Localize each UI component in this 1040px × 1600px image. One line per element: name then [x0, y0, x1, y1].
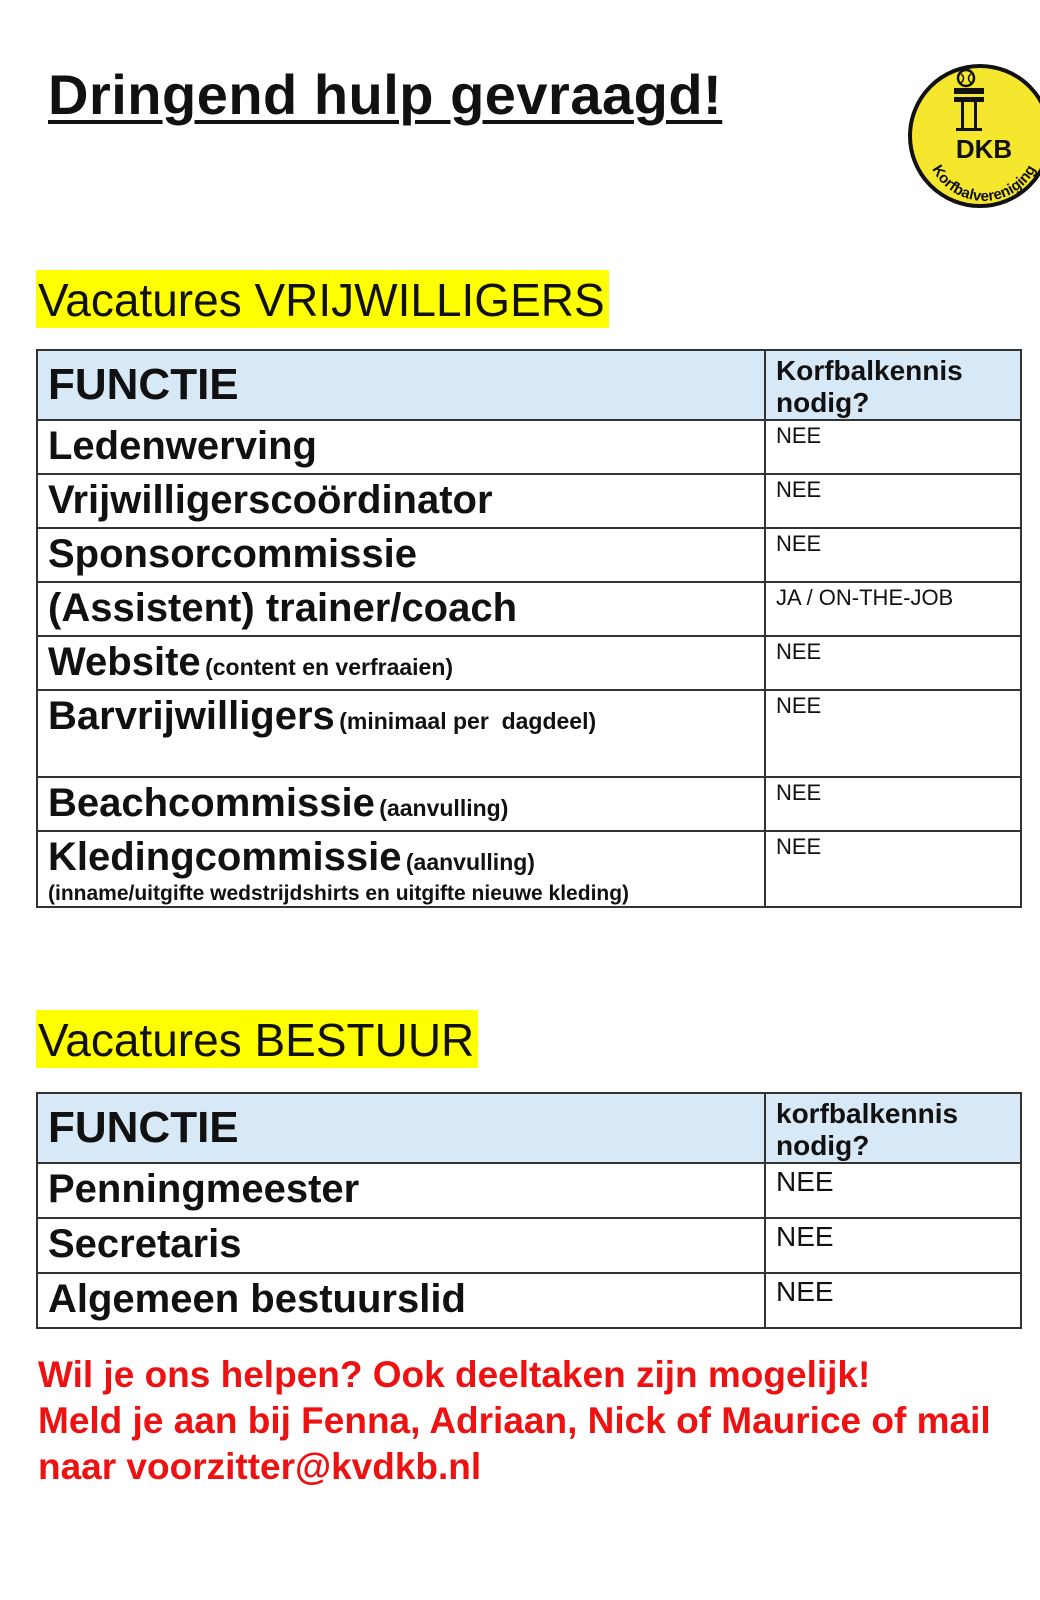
call-to-action	[38, 1352, 1038, 1490]
table-row	[37, 831, 1021, 907]
knowledge-answer: NEE	[765, 636, 1021, 690]
function-note: (minimaal per dagdeel)	[339, 708, 597, 734]
dkb-logo	[906, 62, 1040, 210]
table-row	[37, 474, 1021, 528]
table-row	[37, 420, 1021, 474]
function-name: Penningmeester	[48, 1167, 360, 1211]
table-row	[37, 636, 1021, 690]
table-header-row	[37, 1093, 1021, 1163]
function-note: (aanvulling)	[379, 795, 509, 821]
table-row	[37, 777, 1021, 831]
table-row	[37, 528, 1021, 582]
function-name: Ledenwerving	[48, 424, 317, 468]
knowledge-answer: NEE	[765, 831, 1021, 907]
knowledge-answer: NEE	[765, 1273, 1021, 1328]
table-row	[37, 1163, 1021, 1218]
footer-line: Meld je aan bij Fenna, Adriaan, Nick of Maurice of mail	[38, 1400, 991, 1441]
function-name: Beachcommissie	[48, 781, 375, 825]
board-heading: Vacatures BESTUUR	[36, 1010, 478, 1068]
footer-line: Wil je ons helpen? Ook deeltaken zijn mogelijk!	[38, 1354, 871, 1395]
board-table	[36, 1092, 1022, 1329]
function-name: Website	[48, 640, 201, 684]
function-note: (aanvulling)	[405, 849, 535, 875]
knowledge-answer: NEE	[765, 1163, 1021, 1218]
knowledge-answer: NEE	[765, 1218, 1021, 1273]
function-name: Algemeen bestuurslid	[48, 1277, 466, 1321]
knowledge-answer: NEE	[765, 528, 1021, 582]
table-row	[37, 690, 1021, 777]
function-note: (content en verfraaien)	[205, 654, 454, 680]
footer-line: naar voorzitter@kvdkb.nl	[38, 1446, 482, 1487]
function-name: Secretaris	[48, 1222, 242, 1266]
function-name: (Assistent) trainer/coach	[48, 586, 518, 630]
knowledge-answer: NEE	[765, 690, 1021, 777]
table-row	[37, 1218, 1021, 1273]
logo-text: DKB	[955, 134, 1013, 164]
knowledge-answer: JA / ON-THE-JOB	[765, 582, 1021, 636]
table-row	[37, 1273, 1021, 1328]
knowledge-answer: NEE	[765, 474, 1021, 528]
table-row	[37, 582, 1021, 636]
column-header-function: FUNCTIE	[37, 350, 765, 420]
column-header-function: FUNCTIE	[37, 1093, 765, 1163]
volunteers-heading: Vacatures VRIJWILLIGERS	[36, 270, 609, 328]
function-name: Vrijwilligerscoördinator	[48, 478, 493, 522]
knowledge-answer: NEE	[765, 420, 1021, 474]
column-header-knowledge: korfbalkennis nodig?	[765, 1093, 1021, 1163]
table-header-row	[37, 350, 1021, 420]
function-name: Sponsorcommissie	[48, 532, 418, 576]
page-title: Dringend hulp gevraagd!	[48, 63, 723, 126]
function-name: Barvrijwilligers	[48, 694, 335, 738]
column-header-knowledge: Korfbalkennis nodig?	[765, 350, 1021, 420]
logo-subtext: Korfbalvereniging	[928, 162, 1040, 205]
knowledge-answer: NEE	[765, 777, 1021, 831]
volunteers-table	[36, 349, 1022, 908]
function-subnote: (inname/uitgifte wedstrijdshirts en uitgifte nieuwe kleding)	[48, 882, 630, 905]
function-name: Kledingcommissie	[48, 835, 402, 879]
